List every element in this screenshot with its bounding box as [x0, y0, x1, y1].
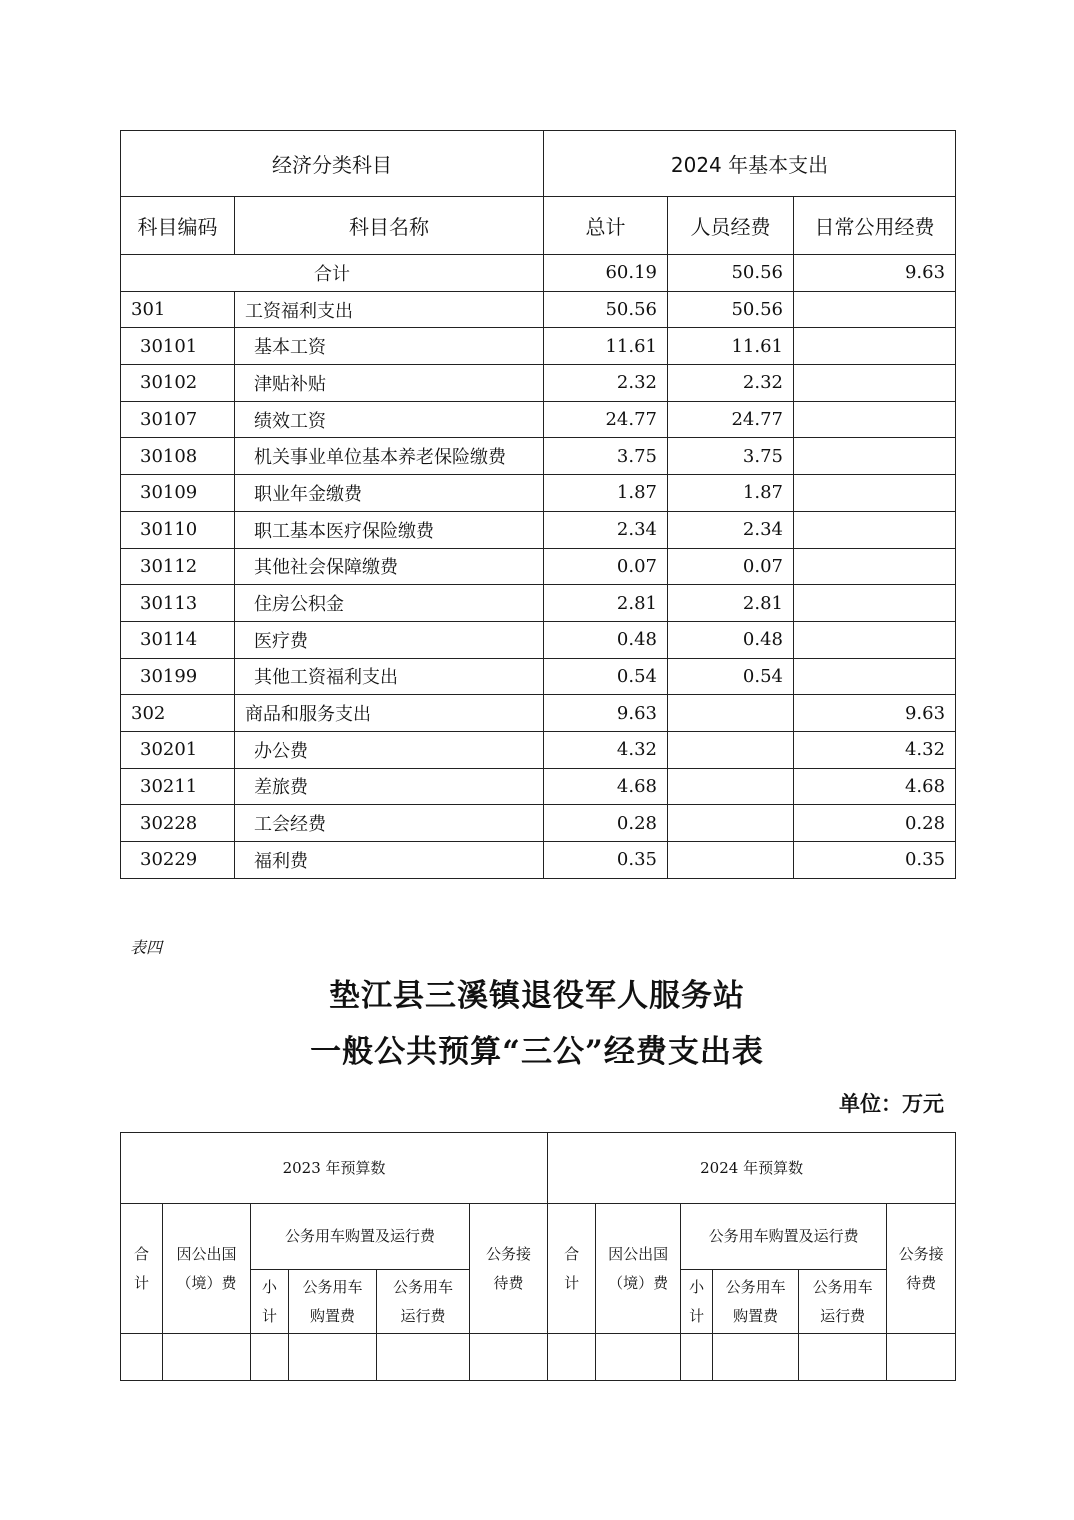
row-name: 基本工资 — [235, 328, 544, 365]
col-vehicle-2024: 公务用车购置及运行费 — [681, 1204, 887, 1270]
row-code: 30110 — [121, 511, 235, 548]
header-name: 科目名称 — [235, 197, 544, 255]
row-personnel: 1.87 — [668, 475, 794, 512]
table-row — [121, 401, 956, 438]
row-code: 301 — [121, 291, 235, 328]
row-total: 4.68 — [544, 768, 668, 805]
three-public-expense-table — [120, 1132, 956, 1381]
table-row — [121, 658, 956, 695]
table-row — [121, 475, 956, 512]
col-vehicle-2023: 公务用车购置及运行费 — [251, 1204, 470, 1270]
row-public: 0.35 — [794, 842, 956, 879]
col-reception-2023: 公务接 待费 — [470, 1204, 548, 1334]
header-2024-basic-expenditure: 2024 年基本支出 — [544, 131, 956, 197]
col-abroad-2023: 因公出国 （境）费 — [163, 1204, 251, 1334]
header-total: 总计 — [544, 197, 668, 255]
row-public — [794, 548, 956, 585]
col-purchase-2023: 公务用车 购置费 — [289, 1270, 377, 1334]
row-total: 11.61 — [544, 328, 668, 365]
table-cell — [548, 1334, 596, 1381]
row-personnel: 11.61 — [668, 328, 794, 365]
table-cell — [377, 1334, 470, 1381]
row-name: 其他社会保障缴费 — [235, 548, 544, 585]
row-total: 2.34 — [544, 511, 668, 548]
header-public: 日常公用经费 — [794, 197, 956, 255]
table-cell — [681, 1334, 713, 1381]
row-total: 4.32 — [544, 731, 668, 768]
year-2024-header: 2024 年预算数 — [548, 1133, 956, 1204]
row-total: 9.63 — [544, 695, 668, 732]
row-name: 工资福利支出 — [235, 291, 544, 328]
table-row — [121, 1334, 956, 1381]
row-total: 0.07 — [544, 548, 668, 585]
row-name: 职业年金缴费 — [235, 475, 544, 512]
row-total: 50.56 — [544, 291, 668, 328]
table-row — [121, 731, 956, 768]
page-title-line1: 垫江县三溪镇退役军人服务站 — [329, 978, 745, 1014]
table-row — [121, 511, 956, 548]
col-total-2024: 合 计 — [548, 1204, 596, 1334]
row-personnel — [668, 695, 794, 732]
row-total: 2.81 — [544, 585, 668, 622]
year-2023-header: 2023 年预算数 — [121, 1133, 548, 1204]
row-personnel — [668, 731, 794, 768]
table-body — [121, 291, 956, 878]
col-subtotal-2023: 小 计 — [251, 1270, 289, 1334]
row-public — [794, 658, 956, 695]
total-label: 合计 — [121, 255, 544, 292]
row-code: 30229 — [121, 842, 235, 879]
header-row-columns — [121, 197, 956, 255]
header-row-group — [121, 131, 956, 197]
row-code: 30113 — [121, 585, 235, 622]
row-public — [794, 621, 956, 658]
total-row — [121, 255, 956, 292]
row-personnel: 0.54 — [668, 658, 794, 695]
row-personnel: 2.32 — [668, 365, 794, 402]
row-public: 9.63 — [794, 695, 956, 732]
row-total: 24.77 — [544, 401, 668, 438]
row-public: 4.68 — [794, 768, 956, 805]
row-name: 医疗费 — [235, 621, 544, 658]
table-cell — [713, 1334, 799, 1381]
table-cell — [470, 1334, 548, 1381]
row-public — [794, 438, 956, 475]
table-row — [121, 805, 956, 842]
row-total: 0.48 — [544, 621, 668, 658]
row-public: 4.32 — [794, 731, 956, 768]
total-public: 9.63 — [794, 255, 956, 292]
row-personnel: 2.81 — [668, 585, 794, 622]
table-cell — [289, 1334, 377, 1381]
subheader-row-1 — [121, 1204, 956, 1270]
row-public — [794, 365, 956, 402]
basic-expenditure-table — [120, 130, 956, 879]
table-row — [121, 365, 956, 402]
row-public — [794, 328, 956, 365]
row-name: 机关事业单位基本养老保险缴费 — [235, 438, 544, 475]
row-personnel: 24.77 — [668, 401, 794, 438]
header-economic-class: 经济分类科目 — [121, 131, 544, 197]
row-code: 30102 — [121, 365, 235, 402]
row-total: 1.87 — [544, 475, 668, 512]
table-row — [121, 695, 956, 732]
row-personnel: 3.75 — [668, 438, 794, 475]
table-cell — [596, 1334, 681, 1381]
row-public: 0.28 — [794, 805, 956, 842]
table-caption: 表四 — [130, 938, 163, 957]
row-personnel: 0.48 — [668, 621, 794, 658]
row-public — [794, 401, 956, 438]
row-name: 住房公积金 — [235, 585, 544, 622]
table-row — [121, 768, 956, 805]
col-total-2023: 合 计 — [121, 1204, 163, 1334]
table-row — [121, 548, 956, 585]
total-personnel: 50.56 — [668, 255, 794, 292]
row-name: 差旅费 — [235, 768, 544, 805]
table-cell — [799, 1334, 887, 1381]
col-subtotal-2024: 小 计 — [681, 1270, 713, 1334]
row-public — [794, 585, 956, 622]
row-name: 其他工资福利支出 — [235, 658, 544, 695]
col-abroad-2024: 因公出国 （境）费 — [596, 1204, 681, 1334]
row-total: 0.54 — [544, 658, 668, 695]
row-personnel — [668, 768, 794, 805]
row-name: 工会经费 — [235, 805, 544, 842]
table-row — [121, 621, 956, 658]
row-code: 30107 — [121, 401, 235, 438]
row-personnel: 50.56 — [668, 291, 794, 328]
row-total: 2.32 — [544, 365, 668, 402]
row-code: 30109 — [121, 475, 235, 512]
row-code: 30101 — [121, 328, 235, 365]
table-row — [121, 291, 956, 328]
table-row — [121, 842, 956, 879]
col-reception-2024: 公务接 待费 — [887, 1204, 956, 1334]
row-total: 0.28 — [544, 805, 668, 842]
row-name: 绩效工资 — [235, 401, 544, 438]
row-code: 30201 — [121, 731, 235, 768]
col-purchase-2024: 公务用车 购置费 — [713, 1270, 799, 1334]
row-total: 3.75 — [544, 438, 668, 475]
row-personnel: 0.07 — [668, 548, 794, 585]
row-code: 30112 — [121, 548, 235, 585]
table-cell — [251, 1334, 289, 1381]
row-personnel: 2.34 — [668, 511, 794, 548]
unit-label: 单位：万元 — [839, 1091, 944, 1116]
table-cell — [163, 1334, 251, 1381]
row-code: 30211 — [121, 768, 235, 805]
row-personnel — [668, 842, 794, 879]
col-operation-2024: 公务用车 运行费 — [799, 1270, 887, 1334]
row-public — [794, 511, 956, 548]
col-operation-2023: 公务用车 运行费 — [377, 1270, 470, 1334]
row-code: 30228 — [121, 805, 235, 842]
row-code: 30114 — [121, 621, 235, 658]
header-personnel: 人员经费 — [668, 197, 794, 255]
row-code: 30108 — [121, 438, 235, 475]
row-total: 0.35 — [544, 842, 668, 879]
row-name: 津贴补贴 — [235, 365, 544, 402]
row-name: 商品和服务支出 — [235, 695, 544, 732]
table-row — [121, 328, 956, 365]
table-row — [121, 585, 956, 622]
row-name: 职工基本医疗保险缴费 — [235, 511, 544, 548]
row-personnel — [668, 805, 794, 842]
row-code: 30199 — [121, 658, 235, 695]
row-name: 办公费 — [235, 731, 544, 768]
row-code: 302 — [121, 695, 235, 732]
table-row — [121, 438, 956, 475]
row-public — [794, 475, 956, 512]
row-name: 福利费 — [235, 842, 544, 879]
row-public — [794, 291, 956, 328]
year-header-row — [121, 1133, 956, 1204]
table-cell — [887, 1334, 956, 1381]
page-title-line2: 一般公共预算“三公”经费支出表 — [310, 1034, 764, 1070]
table-cell — [121, 1334, 163, 1381]
header-code: 科目编码 — [121, 197, 235, 255]
total-value: 60.19 — [544, 255, 668, 292]
